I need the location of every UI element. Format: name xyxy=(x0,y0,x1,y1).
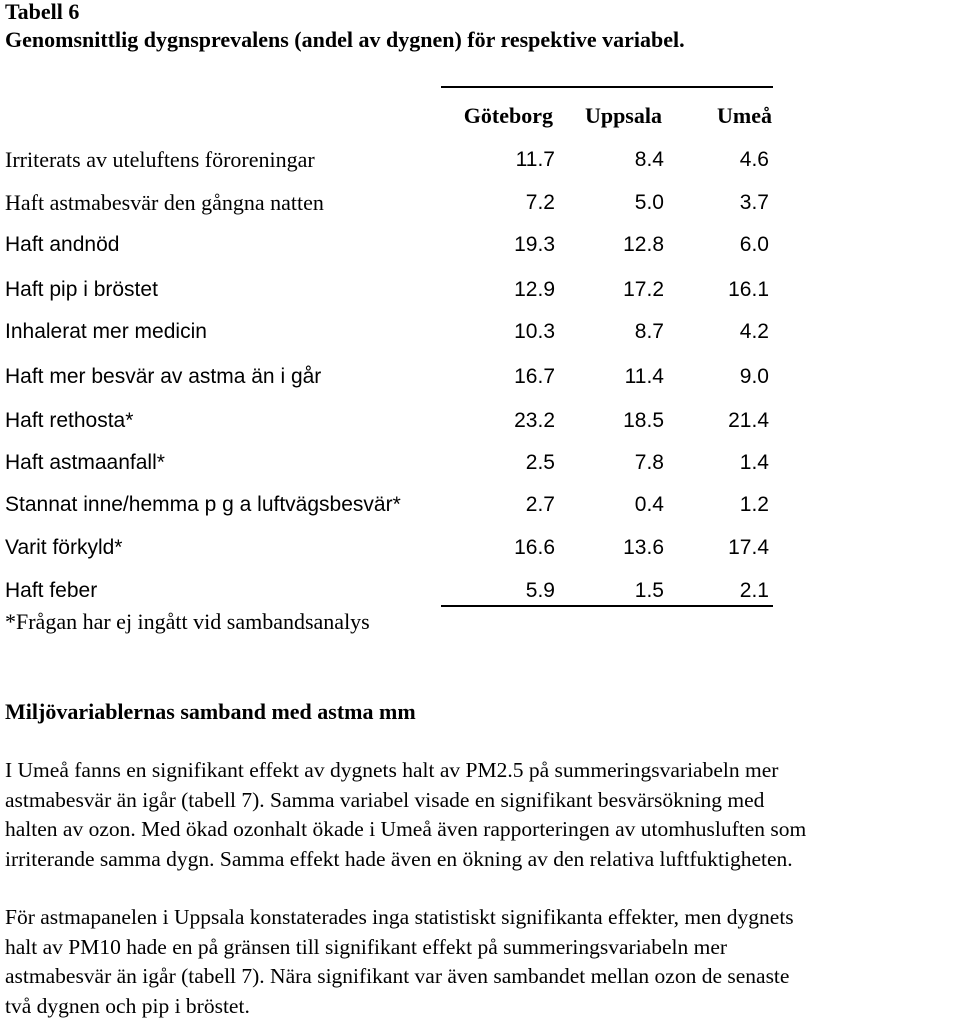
table-caption: Genomsnittlig dygnsprevalens (andel av dygnen) för respektive variabel. xyxy=(5,27,685,52)
cell-goteborg: 10.3 xyxy=(514,320,555,343)
cell-goteborg: 11.7 xyxy=(515,148,555,171)
cell-umea: 4.2 xyxy=(739,320,769,343)
column-header-umea: Umeå xyxy=(717,103,772,128)
table-row xyxy=(0,576,960,606)
cell-umea: 2.1 xyxy=(739,579,769,602)
cell-uppsala: 11.4 xyxy=(624,365,664,388)
row-label: Varit förkyld* xyxy=(5,536,123,559)
cell-umea: 1.4 xyxy=(739,451,769,474)
row-label: Haft rethosta* xyxy=(5,409,134,432)
cell-uppsala: 17.2 xyxy=(623,278,664,301)
cell-uppsala: 7.8 xyxy=(634,451,664,474)
row-label: Haft pip i bröstet xyxy=(5,278,158,301)
row-label: Inhalerat mer medicin xyxy=(5,320,207,343)
cell-uppsala: 5.0 xyxy=(634,191,664,214)
cell-umea: 4.6 xyxy=(739,148,769,171)
table-row xyxy=(0,490,960,520)
cell-umea: 21.4 xyxy=(728,409,769,432)
paragraph-line: irriterande samma dygn. Samma effekt hade även en ökning av den relativa luftfuktigheten. xyxy=(5,846,793,871)
cell-goteborg: 12.9 xyxy=(514,278,555,301)
cell-umea: 6.0 xyxy=(739,233,769,256)
table-row xyxy=(0,362,960,392)
cell-goteborg: 23.2 xyxy=(514,409,555,432)
table-row xyxy=(0,533,960,563)
paragraph-line: halten av ozon. Med ökad ozonhalt ökade i Umeå även rapporteringen av utomhusluften som xyxy=(5,817,807,841)
table-row xyxy=(0,275,960,305)
table-row xyxy=(0,188,960,218)
section-heading: Miljövariablernas samband med astma mm xyxy=(5,699,416,724)
column-header-goteborg: Göteborg xyxy=(463,103,553,128)
paragraph-line: astmabesvär än igår (tabell 7). Samma variabel visade en signifikant besvärsökning med xyxy=(5,787,765,812)
table-row xyxy=(0,317,960,347)
row-label: Haft andnöd xyxy=(5,233,120,256)
table-footnote: *Frågan har ej ingått vid sambandsanalys xyxy=(5,609,370,634)
paragraph-uppsala xyxy=(5,903,960,1021)
table-top-rule xyxy=(441,86,773,88)
cell-uppsala: 8.4 xyxy=(634,148,664,171)
cell-uppsala: 12.8 xyxy=(623,233,664,256)
cell-umea: 3.7 xyxy=(739,191,769,214)
cell-uppsala: 0.4 xyxy=(634,493,664,516)
paragraph-line: I Umeå fanns en signifikant effekt av dygnets halt av PM2.5 på summeringsvariabeln mer xyxy=(5,758,779,782)
cell-uppsala: 1.5 xyxy=(634,579,664,602)
paragraph-line: astmabesvär än igår (tabell 7). Nära signifikant var även sambandet mellan ozon de senaste xyxy=(5,964,790,988)
cell-goteborg: 16.6 xyxy=(514,536,555,559)
row-label: Stannat inne/hemma p g a luftvägsbesvär* xyxy=(5,493,401,516)
cell-goteborg: 19.3 xyxy=(514,233,555,256)
cell-umea: 17.4 xyxy=(728,536,769,559)
row-label: Haft astmaanfall* xyxy=(5,451,165,474)
row-label: Haft astmabesvär den gångna natten xyxy=(5,190,324,215)
table-row xyxy=(0,406,960,436)
cell-goteborg: 16.7 xyxy=(514,365,555,388)
row-label: Irriterats av uteluftens föroreningar xyxy=(5,147,315,172)
cell-goteborg: 2.7 xyxy=(525,493,555,516)
paragraph-line: två dygnen och pip i bröstet. xyxy=(5,993,250,1018)
cell-umea: 16.1 xyxy=(728,278,769,301)
table-label: Tabell 6 xyxy=(5,0,80,24)
cell-goteborg: 2.5 xyxy=(525,451,555,474)
cell-goteborg: 7.2 xyxy=(525,191,555,214)
cell-umea: 9.0 xyxy=(739,365,769,388)
table-row xyxy=(0,145,960,175)
cell-umea: 1.2 xyxy=(739,493,769,516)
cell-uppsala: 18.5 xyxy=(623,409,664,432)
cell-uppsala: 8.7 xyxy=(634,320,664,343)
table-row xyxy=(0,448,960,478)
table-row xyxy=(0,230,960,260)
row-label: Haft mer besvär av astma än i går xyxy=(5,365,322,388)
cell-uppsala: 13.6 xyxy=(623,536,664,559)
column-header-uppsala: Uppsala xyxy=(584,103,662,128)
cell-goteborg: 5.9 xyxy=(525,579,555,602)
row-label: Haft feber xyxy=(5,579,98,602)
paragraph-line: För astmapanelen i Uppsala konstaterades inga statistiskt signifikanta effekter, men dygnets xyxy=(5,905,794,929)
paragraph-line: halt av PM10 hade en på gränsen till signifikant effekt på summeringsvariabeln mer xyxy=(5,934,728,959)
paragraph-umea xyxy=(5,756,960,874)
table-bottom-rule xyxy=(441,605,773,607)
